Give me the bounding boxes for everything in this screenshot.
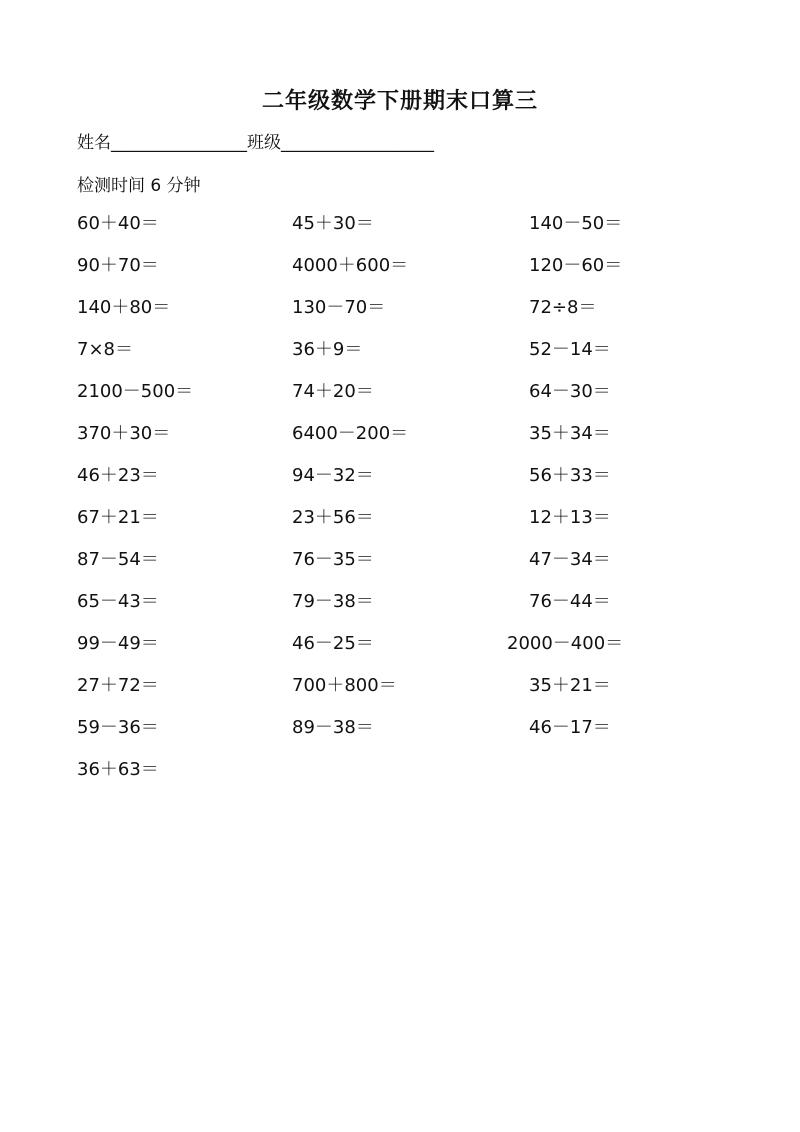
- name-class-line: 姓名________________班级__________________: [77, 133, 434, 153]
- problem-item: 76－35＝: [292, 549, 374, 570]
- problem-row: [77, 757, 717, 799]
- problem-item: 140＋80＝: [77, 297, 171, 318]
- problem-item: 130－70＝: [292, 297, 386, 318]
- problem-item: 79－38＝: [292, 591, 374, 612]
- problem-item: 47－34＝: [529, 549, 611, 570]
- problem-item: 67＋21＝: [77, 507, 159, 528]
- problem-item: 87－54＝: [77, 549, 159, 570]
- problem-row: [77, 421, 717, 463]
- problem-row: [77, 337, 717, 379]
- problem-item: 35＋34＝: [529, 423, 611, 444]
- problem-item: 12＋13＝: [529, 507, 611, 528]
- problem-row: [77, 631, 717, 673]
- problem-item: 35＋21＝: [529, 675, 611, 696]
- problem-row: [77, 673, 717, 715]
- problem-item: 2000－400＝: [507, 633, 624, 654]
- problem-item: 46－25＝: [292, 633, 374, 654]
- problem-row: [77, 505, 717, 547]
- problem-item: 27＋72＝: [77, 675, 159, 696]
- problem-row: [77, 211, 717, 253]
- problem-item: 700＋800＝: [292, 675, 397, 696]
- problem-item: 94－32＝: [292, 465, 374, 486]
- problem-row: [77, 379, 717, 421]
- problem-item: 52－14＝: [529, 339, 611, 360]
- problem-item: 76－44＝: [529, 591, 611, 612]
- problem-row: [77, 547, 717, 589]
- problem-item: 65－43＝: [77, 591, 159, 612]
- time-limit-note: 检测时间 6 分钟: [77, 176, 201, 196]
- problem-item: 140－50＝: [529, 213, 623, 234]
- problem-item: 36＋63＝: [77, 759, 159, 780]
- problem-row: [77, 589, 717, 631]
- problem-grid: [77, 211, 717, 799]
- problem-item: 7×8＝: [77, 339, 133, 360]
- problem-item: 99－49＝: [77, 633, 159, 654]
- page-title: 二年级数学下册期末口算三: [261, 89, 538, 114]
- problem-item: 23＋56＝: [292, 507, 374, 528]
- problem-item: 74＋20＝: [292, 381, 374, 402]
- problem-item: 90＋70＝: [77, 255, 159, 276]
- problem-item: 6400－200＝: [292, 423, 409, 444]
- problem-item: 4000＋600＝: [292, 255, 409, 276]
- problem-item: 72÷8＝: [529, 297, 597, 318]
- problem-item: 60＋40＝: [77, 213, 159, 234]
- problem-item: 370＋30＝: [77, 423, 171, 444]
- problem-item: 56＋33＝: [529, 465, 611, 486]
- problem-row: [77, 253, 717, 295]
- problem-item: 2100－500＝: [77, 381, 194, 402]
- problem-row: [77, 463, 717, 505]
- problem-item: 59－36＝: [77, 717, 159, 738]
- problem-item: 120－60＝: [529, 255, 623, 276]
- problem-row: [77, 295, 717, 337]
- problem-row: [77, 715, 717, 757]
- problem-item: 46＋23＝: [77, 465, 159, 486]
- problem-item: 45＋30＝: [292, 213, 374, 234]
- problem-item: 89－38＝: [292, 717, 374, 738]
- problem-item: 64－30＝: [529, 381, 611, 402]
- problem-item: 36＋9＝: [292, 339, 363, 360]
- problem-item: 46－17＝: [529, 717, 611, 738]
